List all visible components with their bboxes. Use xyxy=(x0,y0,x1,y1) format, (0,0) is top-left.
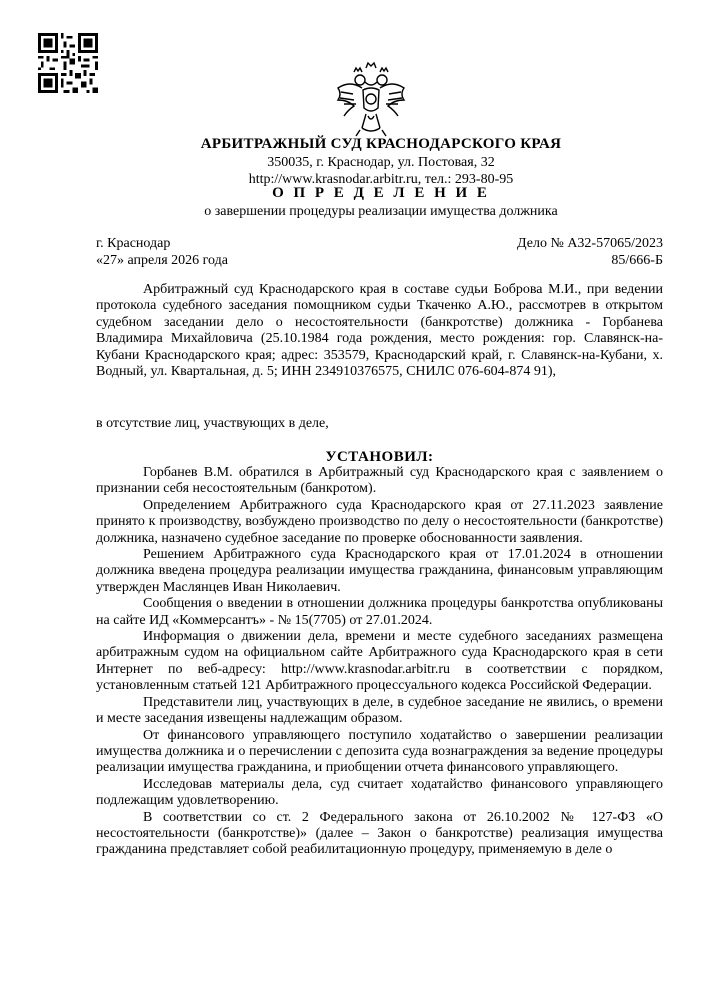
established-section xyxy=(96,465,663,859)
paragraph: Сообщения о введении в отношении должника процедуры банкротства опубликованы на сайте ИД «Коммерсантъ» - № 15(7705) от 27.01.2024. xyxy=(96,596,663,628)
section-heading: УСТАНОВИЛ: xyxy=(325,449,434,465)
document-date: «27» апреля 2026 года xyxy=(96,253,228,268)
qr-code-icon xyxy=(38,33,98,93)
court-name: АРБИТРАЖНЫЙ СУД КРАСНОДАРСКОГО КРАЯ xyxy=(200,136,562,152)
document-subject: о завершении процедуры реализации имущества должника xyxy=(204,204,558,219)
absence-line-block xyxy=(96,416,663,432)
case-number: Дело № А32-57065/2023 xyxy=(517,236,663,251)
case-suffix: 85/666-Б xyxy=(611,253,663,268)
court-address: 350035, г. Краснодар, ул. Постовая, 32 xyxy=(267,155,495,170)
paragraph: Исследовав материалы дела, суд считает ходатайство финансового управляющего подлежащим удовлетворению. xyxy=(96,776,663,809)
document-type-title: О П Р Е Д Е Л Е Н И Е xyxy=(272,185,490,201)
paragraph: От финансового управляющего поступило ходатайство о завершении реализации имущества должника и о перечислении с депозита суда вознаграждения за ведение процедуры реализации имущества гражданина, и приобщении отчета финансового управляющего. xyxy=(96,727,663,776)
paragraph: В соответствии со ст. 2 Федерального закона от 26.10.2002 № 127-ФЗ «О несостоятельности (банкротстве)» (далее – Закон о банкротстве) реализация имущества гражданина представляет собой реабилитационную процедуру, применяемую в деле о xyxy=(96,809,663,858)
paragraph: Информация о движении дела, времени и месте судебного заседаниях размещена арбитражным судом на официальном сайте Арбитражного суда Краснодарского края в сети Интернет по веб-адресу: http://www.krasnodar.arbitr.ru в соответствии с порядком, установленным статьей 121 Арбитражного процессуального кодекса Российской Федерации. xyxy=(96,629,663,694)
double-headed-eagle-emblem-icon xyxy=(332,58,410,140)
paragraph: Горбанев В.М. обратился в Арбитражный суд Краснодарского края с заявлением о признании себя несостоятельным (банкротом). xyxy=(96,465,663,497)
court-contacts: http://www.krasnodar.arbitr.ru, тел.: 293-80-95 xyxy=(248,172,514,187)
absence-line: в отсутствие лиц, участвующих в деле, xyxy=(96,416,329,431)
intro-paragraph: Арбитражный суд Краснодарского края в составе судьи Боброва М.И., при ведении протокола судебного заседания помощником судьи Ткаченко А.Ю., рассмотрев в открытом судебном заседании дело о несостоятельности (банкротстве) должника - Горбанева Владимира Михайловича (25.10.1984 года рождения, место рождения: гор. Славянск-на-Кубани Краснодарского края; адрес: 353579, Краснодарский край, г. Славянск-на-Кубани, х. Водный, ул. Квартальная, д. 5; ИНН 234910376575, СНИЛС 076-604-874 91), xyxy=(96,282,663,380)
paragraph: Решением Арбитражного суда Краснодарского края от 17.01.2024 в отношении должника введена процедура реализации имущества гражданина, финансовым управляющим утвержден Маслянцев Иван Николаевич. xyxy=(96,547,663,595)
paragraph: Представители лиц, участвующих в деле, в судебное заседание не явились, о времени и месте заседания извещены надлежащим образом. xyxy=(96,694,663,727)
paragraph: Определением Арбитражного суда Краснодарского края от 27.11.2023 заявление принято к производству, возбуждено производство по делу о несостоятельности (банкротстве) должника, назначено судебное заседание по проверке обоснованности заявления. xyxy=(96,497,663,546)
intro-section xyxy=(96,282,663,380)
city: г. Краснодар xyxy=(96,236,171,251)
